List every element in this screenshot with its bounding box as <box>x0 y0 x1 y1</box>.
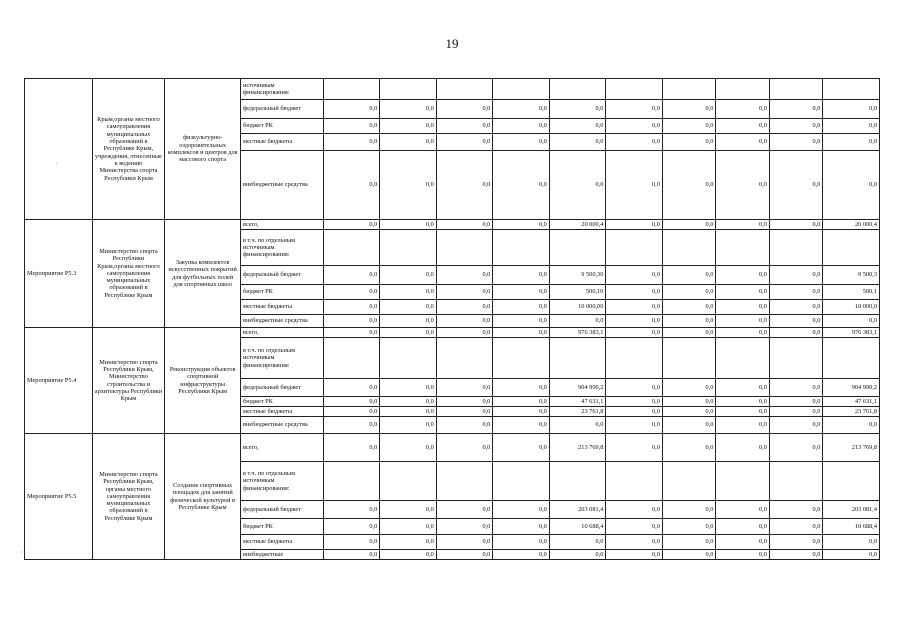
value-cell: 0,0 <box>380 550 437 560</box>
value-cell: 0,0 <box>493 315 550 328</box>
value-cell: 0,0 <box>493 119 550 134</box>
value-cell: 0,0 <box>436 151 493 220</box>
funding-source-cell: бюджет РК <box>241 285 324 300</box>
value-cell: 976 383,1 <box>823 328 880 338</box>
value-cell <box>380 338 437 379</box>
value-cell: 0,0 <box>823 315 880 328</box>
value-cell <box>323 338 380 379</box>
value-cell: 0,0 <box>662 519 716 535</box>
description-cell: Закупка комплектов искусственных покрытий для футбольных полей для спортивных школ <box>165 220 241 328</box>
value-cell: 0,0 <box>493 550 550 560</box>
value-cell: 0,0 <box>606 151 663 220</box>
value-cell: 0,0 <box>493 134 550 151</box>
description-cell: Создание спортивных площадок для занятий физической культурой в Республике Крым <box>165 434 241 560</box>
table-row <box>25 79 880 100</box>
value-cell: 0,0 <box>769 397 823 407</box>
funding-source-cell: внебюджетные <box>241 550 324 560</box>
value-cell: 0,0 <box>662 379 716 397</box>
value-cell: 0,0 <box>549 119 606 134</box>
value-cell: 0,0 <box>380 315 437 328</box>
value-cell: 904 990,2 <box>549 379 606 397</box>
value-cell: 0,0 <box>606 315 663 328</box>
value-cell <box>662 230 716 266</box>
value-cell: 0,0 <box>380 100 437 119</box>
funding-source-cell: внебюджетные средства <box>241 417 324 434</box>
value-cell: 0,0 <box>493 285 550 300</box>
value-cell: 0,0 <box>716 151 770 220</box>
value-cell: 0,0 <box>493 434 550 462</box>
value-cell: 0,0 <box>380 397 437 407</box>
value-cell: 0,0 <box>769 407 823 417</box>
value-cell <box>662 338 716 379</box>
value-cell: 0,0 <box>493 266 550 285</box>
value-cell: 0,0 <box>769 417 823 434</box>
value-cell: 0,0 <box>323 535 380 550</box>
value-cell: 0,0 <box>716 220 770 230</box>
value-cell <box>716 230 770 266</box>
value-cell: 500,10 <box>549 285 606 300</box>
value-cell: 0,0 <box>380 407 437 417</box>
funding-source-cell: всего, <box>241 220 324 230</box>
value-cell: 0,0 <box>493 379 550 397</box>
funding-source-cell: местные бюджеты <box>241 134 324 151</box>
margin-mark: ׳ <box>56 160 58 169</box>
value-cell: 0,0 <box>716 300 770 315</box>
value-cell <box>549 338 606 379</box>
value-cell: 0,0 <box>493 328 550 338</box>
executor-cell: Министерство спорта Республики Крым, органы местного самоуправления муниципальных образований в Республике Крым <box>92 434 165 560</box>
value-cell: 0,0 <box>436 379 493 397</box>
measure-cell: Мероприятие Р5.5 <box>25 434 93 560</box>
value-cell <box>823 230 880 266</box>
funding-source-cell: внебюджетные средства <box>241 151 324 220</box>
funding-source-cell: в т.ч. по отдельным источникам финансирования: <box>241 338 324 379</box>
value-cell: 0,0 <box>323 300 380 315</box>
value-cell: 0,0 <box>323 151 380 220</box>
value-cell: 0,0 <box>380 519 437 535</box>
value-cell: 0,0 <box>606 397 663 407</box>
value-cell: 0,0 <box>716 285 770 300</box>
value-cell: 0,0 <box>323 407 380 417</box>
value-cell: 0,0 <box>716 550 770 560</box>
value-cell: 0,0 <box>436 535 493 550</box>
value-cell: 0,0 <box>380 417 437 434</box>
value-cell: 10 000,00 <box>549 300 606 315</box>
value-cell: 0,0 <box>606 285 663 300</box>
value-cell: 0,0 <box>769 100 823 119</box>
value-cell: 0,0 <box>493 501 550 519</box>
value-cell: 0,0 <box>493 417 550 434</box>
value-cell: 0,0 <box>436 501 493 519</box>
value-cell <box>769 79 823 100</box>
value-cell: 0,0 <box>662 285 716 300</box>
funding-source-cell: источникам финансирования: <box>241 79 324 100</box>
value-cell: 0,0 <box>323 501 380 519</box>
value-cell <box>606 462 663 501</box>
value-cell: 0,0 <box>323 550 380 560</box>
executor-cell: Крым,органы местного самоуправления муниципальных образований в Республике Крым, учреждения, отнесенные к ведению Министерства спорта Республики Крым <box>92 79 165 220</box>
value-cell: 0,0 <box>323 379 380 397</box>
value-cell: 0,0 <box>493 220 550 230</box>
value-cell: 0,0 <box>716 100 770 119</box>
value-cell <box>323 462 380 501</box>
value-cell: 0,0 <box>716 407 770 417</box>
value-cell: 0,0 <box>606 300 663 315</box>
value-cell: 0,0 <box>436 119 493 134</box>
executor-cell: Министерство спорта Республики Крым,органы местного самоуправления муниципальных образований в Республике Крым <box>92 220 165 328</box>
value-cell <box>436 79 493 100</box>
value-cell: 0,0 <box>606 407 663 417</box>
value-cell: 0,0 <box>769 550 823 560</box>
value-cell: 0,0 <box>323 519 380 535</box>
value-cell: 0,0 <box>662 300 716 315</box>
value-cell: 0,0 <box>323 119 380 134</box>
value-cell: 0,0 <box>769 328 823 338</box>
value-cell: 0,0 <box>549 100 606 119</box>
value-cell: 0,0 <box>323 417 380 434</box>
value-cell <box>716 338 770 379</box>
value-cell: 0,0 <box>662 550 716 560</box>
value-cell: 0,0 <box>823 134 880 151</box>
value-cell <box>769 338 823 379</box>
funding-source-cell: федеральный бюджет <box>241 100 324 119</box>
value-cell: 0,0 <box>380 151 437 220</box>
value-cell <box>549 230 606 266</box>
value-cell: 0,0 <box>380 501 437 519</box>
value-cell: 0,0 <box>716 519 770 535</box>
value-cell: 0,0 <box>606 519 663 535</box>
measure-cell <box>25 79 93 220</box>
funding-source-cell: местные бюджеты <box>241 535 324 550</box>
value-cell: 213 769,8 <box>549 434 606 462</box>
value-cell: 0,0 <box>716 501 770 519</box>
value-cell <box>493 338 550 379</box>
measure-cell: Мероприятие Р5.3 <box>25 220 93 328</box>
value-cell: 0,0 <box>380 434 437 462</box>
value-cell: 23 761,8 <box>549 407 606 417</box>
funding-source-cell: местные бюджеты <box>241 407 324 417</box>
value-cell: 0,0 <box>662 266 716 285</box>
value-cell: 0,0 <box>323 315 380 328</box>
value-cell: 0,0 <box>380 220 437 230</box>
value-cell: 0,0 <box>769 300 823 315</box>
value-cell: 0,0 <box>606 134 663 151</box>
value-cell: 47 631,1 <box>549 397 606 407</box>
table-row <box>25 434 880 462</box>
value-cell: 10 000,0 <box>823 300 880 315</box>
value-cell <box>436 338 493 379</box>
value-cell: 0,0 <box>662 315 716 328</box>
value-cell <box>606 79 663 100</box>
value-cell <box>716 79 770 100</box>
value-cell: 0,0 <box>323 220 380 230</box>
value-cell <box>823 462 880 501</box>
value-cell: 0,0 <box>606 328 663 338</box>
description-cell: физкультурно-оздоровительных комплексов и центров для массового спорта <box>165 79 241 220</box>
value-cell: 0,0 <box>662 220 716 230</box>
value-cell: 0,0 <box>716 417 770 434</box>
value-cell <box>323 79 380 100</box>
value-cell: 0,0 <box>493 300 550 315</box>
value-cell: 0,0 <box>380 300 437 315</box>
value-cell: 0,0 <box>436 315 493 328</box>
value-cell: 0,0 <box>716 434 770 462</box>
value-cell: 0,0 <box>606 119 663 134</box>
value-cell: 0,0 <box>323 328 380 338</box>
funding-source-cell: внебюджетные средства <box>241 315 324 328</box>
value-cell: 0,0 <box>606 501 663 519</box>
value-cell: 0,0 <box>823 151 880 220</box>
value-cell: 0,0 <box>436 285 493 300</box>
value-cell: 0,0 <box>436 266 493 285</box>
value-cell: 0,0 <box>769 119 823 134</box>
value-cell: 0,0 <box>380 285 437 300</box>
value-cell: 0,0 <box>493 407 550 417</box>
value-cell: 0,0 <box>769 501 823 519</box>
value-cell: 0,0 <box>823 100 880 119</box>
margin-mark: · <box>20 548 23 557</box>
value-cell: 0,0 <box>716 315 770 328</box>
value-cell: 0,0 <box>769 434 823 462</box>
value-cell: 0,0 <box>436 220 493 230</box>
value-cell: 0,0 <box>716 397 770 407</box>
value-cell: 0,0 <box>769 285 823 300</box>
value-cell: 0,0 <box>716 379 770 397</box>
value-cell: 213 769,8 <box>823 434 880 462</box>
value-cell <box>380 79 437 100</box>
value-cell: 20 000,4 <box>823 220 880 230</box>
value-cell: 23 761,8 <box>823 407 880 417</box>
value-cell <box>769 462 823 501</box>
value-cell: 0,0 <box>549 535 606 550</box>
value-cell: 0,0 <box>436 434 493 462</box>
value-cell: 0,0 <box>662 134 716 151</box>
value-cell: 0,0 <box>436 397 493 407</box>
value-cell: 10 688,4 <box>823 519 880 535</box>
value-cell: 0,0 <box>436 417 493 434</box>
value-cell <box>436 230 493 266</box>
value-cell: 0,0 <box>493 151 550 220</box>
value-cell: 0,0 <box>436 407 493 417</box>
value-cell: 0,0 <box>323 266 380 285</box>
value-cell: 0,0 <box>716 119 770 134</box>
value-cell: 0,0 <box>549 550 606 560</box>
funding-source-cell: федеральный бюджет <box>241 266 324 285</box>
funding-source-cell: местные бюджеты <box>241 300 324 315</box>
value-cell: 0,0 <box>662 535 716 550</box>
value-cell: 0,0 <box>493 397 550 407</box>
value-cell: 0,0 <box>769 315 823 328</box>
value-cell <box>493 462 550 501</box>
value-cell: 0,0 <box>662 501 716 519</box>
value-cell: 203 081,4 <box>823 501 880 519</box>
value-cell <box>606 338 663 379</box>
value-cell: 0,0 <box>716 535 770 550</box>
value-cell: 203 081,4 <box>549 501 606 519</box>
value-cell: 0,0 <box>662 417 716 434</box>
value-cell: 0,0 <box>549 134 606 151</box>
value-cell: 0,0 <box>606 220 663 230</box>
value-cell: 47 631,1 <box>823 397 880 407</box>
value-cell: 0,0 <box>436 550 493 560</box>
value-cell: 0,0 <box>606 100 663 119</box>
value-cell <box>769 230 823 266</box>
funding-source-cell: в т.ч. по отдельным источникам финансирования: <box>241 230 324 266</box>
value-cell: 0,0 <box>493 519 550 535</box>
value-cell: 0,0 <box>606 535 663 550</box>
value-cell: 0,0 <box>662 434 716 462</box>
value-cell <box>436 462 493 501</box>
value-cell <box>549 462 606 501</box>
value-cell: 0,0 <box>662 328 716 338</box>
value-cell: 0,0 <box>380 266 437 285</box>
table-row <box>25 220 880 230</box>
value-cell: 0,0 <box>716 328 770 338</box>
value-cell: 0,0 <box>549 151 606 220</box>
value-cell <box>323 230 380 266</box>
value-cell: 0,0 <box>823 535 880 550</box>
value-cell: 10 688,4 <box>549 519 606 535</box>
funding-source-cell: федеральный бюджет <box>241 379 324 397</box>
value-cell: 0,0 <box>662 407 716 417</box>
value-cell <box>716 462 770 501</box>
value-cell <box>493 79 550 100</box>
value-cell: 0,0 <box>823 550 880 560</box>
value-cell: 0,0 <box>436 100 493 119</box>
value-cell <box>493 230 550 266</box>
value-cell: 0,0 <box>323 434 380 462</box>
measure-cell: Мероприятие Р5.4 <box>25 328 93 434</box>
value-cell: 0,0 <box>716 134 770 151</box>
value-cell: 0,0 <box>823 119 880 134</box>
funding-source-cell: бюджет РК <box>241 119 324 134</box>
value-cell: 0,0 <box>493 535 550 550</box>
value-cell: 0,0 <box>606 434 663 462</box>
value-cell: 0,0 <box>380 535 437 550</box>
value-cell: 0,0 <box>662 100 716 119</box>
value-cell: 0,0 <box>436 519 493 535</box>
page-number: 19 <box>445 36 459 51</box>
value-cell <box>823 79 880 100</box>
value-cell: 0,0 <box>493 100 550 119</box>
value-cell: 0,0 <box>323 100 380 119</box>
value-cell: 0,0 <box>549 315 606 328</box>
value-cell <box>380 462 437 501</box>
value-cell: 0,0 <box>769 535 823 550</box>
description-cell: Реконструкция объектов спортивной инфраструктуры Республики Крым <box>165 328 241 434</box>
value-cell: 0,0 <box>380 134 437 151</box>
value-cell: 0,0 <box>436 328 493 338</box>
funding-source-cell: бюджет РК <box>241 519 324 535</box>
value-cell <box>662 79 716 100</box>
value-cell: 0,0 <box>769 151 823 220</box>
value-cell: 0,0 <box>716 266 770 285</box>
value-cell: 0,0 <box>323 134 380 151</box>
value-cell: 0,0 <box>380 379 437 397</box>
value-cell: 0,0 <box>769 379 823 397</box>
value-cell: 0,0 <box>823 417 880 434</box>
value-cell: 0,0 <box>769 266 823 285</box>
executor-cell: Министерство спорта Республики Крым, Министерство строительства и архитектуры Республики Крым <box>92 328 165 434</box>
value-cell: 0,0 <box>549 417 606 434</box>
value-cell: 976 383,1 <box>549 328 606 338</box>
table-row <box>25 328 880 338</box>
value-cell: 0,0 <box>380 119 437 134</box>
value-cell: 9 500,3 <box>823 266 880 285</box>
value-cell <box>662 462 716 501</box>
value-cell: 0,0 <box>606 266 663 285</box>
value-cell: 0,0 <box>436 300 493 315</box>
value-cell: 0,0 <box>769 519 823 535</box>
funding-source-cell: бюджет РК <box>241 397 324 407</box>
value-cell: 0,0 <box>606 550 663 560</box>
funding-source-cell: в т.ч. по отдельным источникам финансирования: <box>241 462 324 501</box>
value-cell: 0,0 <box>606 379 663 397</box>
value-cell: 0,0 <box>606 417 663 434</box>
funding-source-cell: всего, <box>241 328 324 338</box>
value-cell: 0,0 <box>662 119 716 134</box>
value-cell <box>823 338 880 379</box>
value-cell: 904 990,2 <box>823 379 880 397</box>
value-cell: 0,0 <box>323 397 380 407</box>
funding-source-cell: федеральный бюджет <box>241 501 324 519</box>
budget-table <box>24 78 880 560</box>
value-cell: 0,0 <box>769 134 823 151</box>
value-cell <box>380 230 437 266</box>
value-cell: 500,1 <box>823 285 880 300</box>
value-cell <box>549 79 606 100</box>
value-cell <box>606 230 663 266</box>
value-cell: 0,0 <box>436 134 493 151</box>
value-cell: 0,0 <box>662 397 716 407</box>
value-cell: 0,0 <box>769 220 823 230</box>
value-cell: 9 500,30 <box>549 266 606 285</box>
value-cell: 20 000,4 <box>549 220 606 230</box>
value-cell: 0,0 <box>323 285 380 300</box>
funding-source-cell: всего, <box>241 434 324 462</box>
value-cell: 0,0 <box>662 151 716 220</box>
value-cell: 0,0 <box>380 328 437 338</box>
